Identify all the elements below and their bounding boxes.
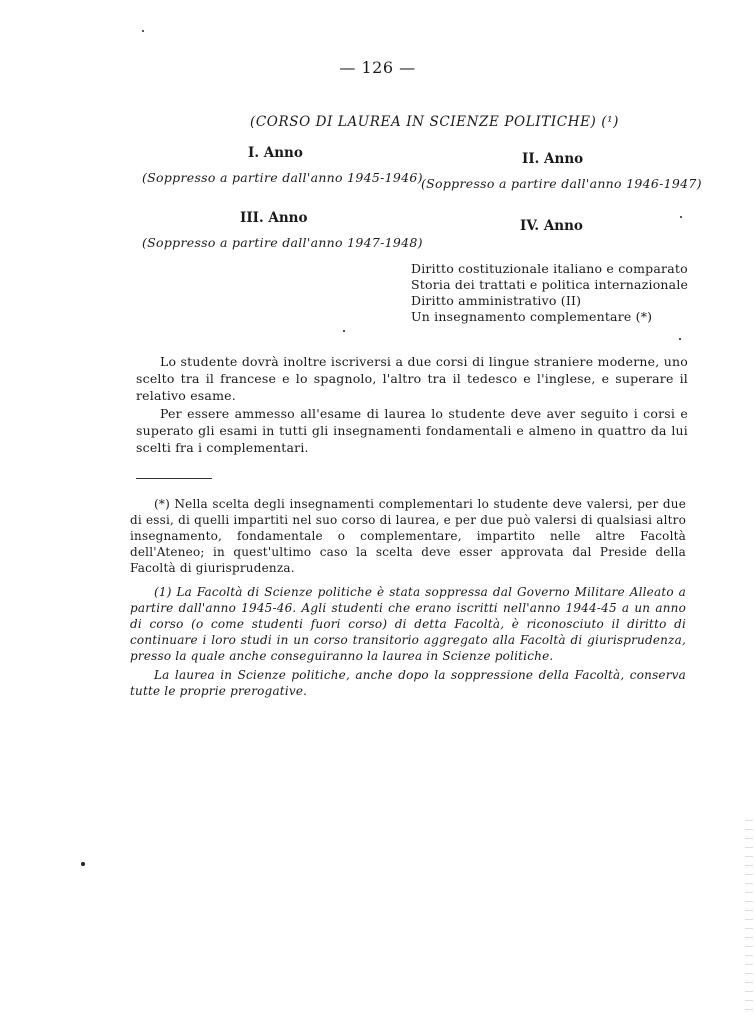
year-note-1: (Soppresso a partire dall'anno 1945-1946) [142,170,423,185]
scan-speck [142,30,144,32]
course-item: Storia dei trattati e politica internazionale [411,277,689,292]
year-heading-3: III. Anno [240,210,308,226]
course-item: Diritto amministrativo (II) [411,293,582,308]
body-paragraph-degree-exam: Per essere ammesso all'esame di laurea lo studente deve aver seguito i corsi e superato gli esami in tutti gli insegnamenti fondamentali e almeno in quattro da lui scelti fra i complementari. [136,406,688,455]
footnote-divider [136,478,212,479]
year-heading-4: IV. Anno [520,218,583,234]
section-title: (CORSO DI LAUREA IN SCIENZE POLITICHE) (¹) [250,114,620,130]
course-item: Diritto costituzionale italiano e comparato [411,261,688,276]
course-item: Un insegnamento complementare (*) [411,309,653,324]
footnote-one: (1) La Facoltà di Scienze politiche è stata soppressa dal Governo Militare Alleato a partire dall'anno 1945-46. Agli studenti che erano iscritti nell'anno 1944-45 a un anno di corso (o come studenti fuori corso) di detta Facoltà, è riconosciuto il diritto di continuare i loro studi in un corso transitorio aggregato alla Facoltà di giurisprudenza, presso la quale anche conseguiranno la laurea in Scienze politiche. [130,585,686,663]
year-note-3: (Soppresso a partire dall'anno 1947-1948) [142,235,423,250]
scan-mark-dot [81,862,85,866]
footnote-one-continued: La laurea in Scienze politiche, anche dopo la soppressione della Facoltà, conserva tutte le proprie prerogative. [130,668,686,698]
fourth-year-course-list [411,261,688,325]
scan-edge-noise [745,820,753,1010]
year-heading-1: I. Anno [248,145,303,161]
scan-speck [679,338,681,340]
footnote-star: (*) Nella scelta degli insegnamenti complementari lo studente deve valersi, per due di essi, di quelli impartiti nel suo corso di laurea, e per due può valersi di qualsiasi altro insegnamento, fondamentale o complementare, impartito nelle altre Facoltà dell'Ateneo; in quest'ultimo caso la scelta deve esser approvata dal Preside della Facoltà di giurisprudenza. [130,497,686,575]
scan-speck [343,330,345,332]
scan-speck [680,216,682,218]
page-number: — 126 — [339,58,416,77]
body-paragraph-languages: Lo studente dovrà inoltre iscriversi a due corsi di lingue straniere moderne, uno scelto tra il francese e lo spagnolo, l'altro tra il tedesco e l'inglese, e superare il relativo esame. [136,354,688,403]
year-heading-2: II. Anno [522,151,584,167]
year-note-2: (Soppresso a partire dall'anno 1946-1947) [421,176,702,191]
